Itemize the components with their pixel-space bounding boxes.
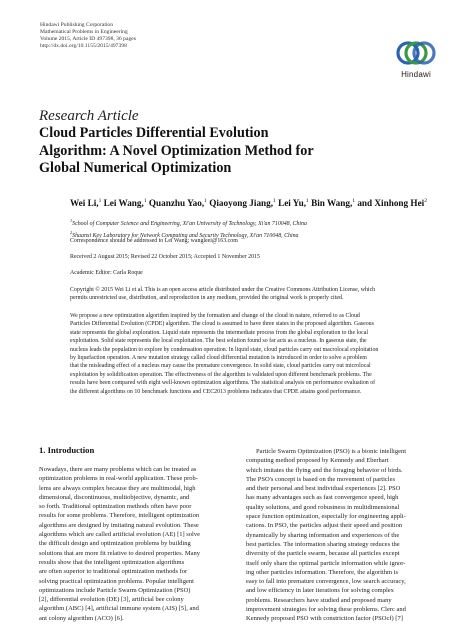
body-line: space function optimization, especially for engineering appli- (246, 513, 406, 521)
volume-line: Volume 2015, Article ID 497398, 36 pages (40, 36, 136, 42)
body-line: quality solutions, and good robustness in multidimensional (246, 503, 400, 511)
author-name: and Xinhong Hei (357, 198, 425, 209)
body-line: the difficult design and optimization problems by building (39, 540, 191, 548)
copyright-line: Copyright © 2015 Wei Li et al. This is an open access article distributed under the Creative Commons Attribution License, which (70, 287, 376, 293)
body-line: [2], differential evolution (DE) [3], artificial bee colony (39, 596, 184, 604)
author-name: Wei Li, (70, 198, 99, 209)
body-line: so forth. Traditional optimization methods often have poor (39, 503, 192, 511)
author-name: Lei Wang, (103, 198, 144, 209)
article-type: Research Article (39, 108, 139, 124)
body-line: and their personal and best individual experiences [2]. PSO (246, 485, 401, 493)
body-line: cations. In PSO, the particles adjust their speed and position (246, 522, 403, 530)
abstract-line: exploitation by solidification operation. The effectiveness of the algorithm is validated upon different benchmark problems. The (70, 371, 372, 378)
body-line: dimensional, discontinuous, multiobjective, dynamic, and (39, 493, 190, 501)
body-line: improvement strategies for solving these problems. Clerc and (246, 606, 406, 614)
body-line: Kennedy proposed PSO with constriction factor (PSOcf) [7] (246, 615, 403, 623)
body-line: best particles. The information sharing strategy reduces the (246, 540, 400, 548)
left-column-text (39, 465, 235, 623)
body-line: and low efficiency in later iterations for solving complex (246, 587, 394, 595)
body-line: results for some problems. Therefore, intelligent optimization (39, 512, 200, 520)
received-dates: Received 2 August 2015; Revised 22 October 2015; Accepted 1 November 2015 (70, 254, 260, 260)
journal-line: Mathematical Problems in Engineering (40, 29, 128, 35)
author-list (70, 198, 427, 208)
paper-title (39, 125, 369, 178)
body-line: itself only share the optimal particle information while ignor- (246, 559, 406, 567)
abstract-line: state represents the global exploration. Liquid state represents the intermediate process from the global exploration to the local (70, 329, 369, 336)
affil-text: School of Computer Science and Engineering, Xi'an University of Technology, Xi'an 710048, China (72, 220, 307, 227)
author-affil-mark: 2 (424, 198, 427, 204)
abstract-line: that the misleading effect of a nucleus may cause the premature convergence. In solid state, cloud particles carry out microlocal (70, 363, 371, 370)
author-name: Lei Yu, (278, 198, 307, 209)
publication-info (40, 22, 300, 50)
doi-link[interactable]: http://dx.doi.org/10.1155/2015/497398 (40, 43, 127, 49)
abstract (70, 312, 442, 396)
author-name: Bin Wang, (311, 198, 353, 209)
publisher-line: Hindawi Publishing Corporation (40, 22, 114, 28)
abstract-line: the different algorithms on 10 benchmark functions and CEC2013 problems indicates that CPDE attains good performance. (70, 388, 362, 395)
academic-editor: Academic Editor: Carla Roque (70, 270, 143, 276)
logo-wordmark: Hindawi (401, 70, 431, 79)
affil-text: Shaanxi Key Laboratory for Network Computing and Security Technology, Xi'an 710048, China (72, 232, 299, 239)
body-line: solving practical optimization problems. Popular intelligent (39, 577, 194, 585)
body-line: Nowadays, there are many problems which can be treated as (39, 466, 197, 473)
section-heading: 1. Introduction (39, 445, 95, 455)
title-line: Cloud Particles Differential Evolution (39, 125, 269, 141)
body-line: Particle Swarm Optimization (PSO) is a bionic intelligent (256, 448, 407, 455)
body-line: algorithm (ABC) [4], artificial immune system (AIS) [5], and (39, 605, 199, 613)
body-line: which imitates the flying and the foraging behavior of birds. (246, 466, 403, 474)
abstract-line: exploitation. Solid state represents the local exploitation. The best solution found so far acts as a nucleus. In gaseous state, the (70, 338, 367, 345)
title-line: Algorithm: A Novel Optimization Method for (39, 142, 314, 159)
body-line: solutions that are more fit relative to desired properties. Many (39, 549, 201, 557)
copyright-line: permits unrestricted use, distribution, and reproduction in any medium, provided the original work is properly cited. (70, 295, 344, 302)
body-line: optimizations include Particle Swarm Optimization (PSO) (39, 586, 191, 594)
affil-mark: 2 (70, 229, 73, 235)
body-line: dynamically by sharing information and experiences of the (246, 531, 400, 539)
body-line: ing other particles information. Therefore, the algorithm is (246, 568, 399, 576)
affiliation-line (70, 217, 307, 229)
abstract-line: We propose a new optimization algorithm inspired by the formation and change of the cloud in nature, referred to as Cloud (70, 313, 360, 319)
author-affil-mark: 1 (98, 198, 102, 204)
body-line: has many advantages such as fast convergence speed, high (246, 494, 399, 502)
right-column-text (246, 447, 446, 624)
body-line: ant colony algorithm (ACO) [6]. (39, 614, 124, 622)
body-line: diversity of the particle swarm, because all particles except (246, 550, 400, 558)
abstract-line: by liquefaction operation. A new mutation strategy called cloud differential mutation is introduced in order to solve a problem (70, 355, 367, 362)
abstract-line: nucleus leads the population to explore by condensation operation. In liquid state, cloud particles carry out macrolocal exploitation (70, 346, 379, 353)
author-affil-mark: 1 (273, 198, 276, 204)
body-line: easy to fall into premature convergence, low search accuracy, (246, 578, 406, 586)
affiliations (70, 217, 307, 240)
correspondence: Correspondence should be addressed to Lei Wang; wangleei@163.com (70, 238, 238, 244)
author-affil-mark: 1 (204, 198, 207, 204)
body-line: algorithms are designed by imitating natural evolution. These (39, 521, 199, 529)
author-name: Qiaoyong Jiang, (209, 198, 274, 209)
body-line: The PSO's concept is based on the movement of particles (246, 475, 396, 483)
body-line: are often superior to traditional optimization methods for (39, 568, 188, 576)
abstract-line: results have been compared with eight well-known optimization algorithms. The statistical analysis on performance evaluation of (70, 380, 376, 387)
copyright-notice (70, 286, 442, 303)
author-affil-mark: 1 (143, 198, 147, 204)
author-affil-mark: 1 (352, 198, 356, 204)
body-line: lems are always complex because they are multimodal, high (39, 484, 196, 492)
abstract-line: Particles Differential Evolution (CPDE) algorithm. The cloud is assumed to have three states in the proposed algorithm. Gaseous (70, 321, 374, 328)
body-line: algorithms which are called artificial evolution (AE) [1] solve (39, 531, 200, 539)
author-name: Quanzhu Yao, (148, 198, 205, 209)
body-line: results show that the intelligent optimization algorithms (39, 558, 185, 566)
body-line: computing method proposed by Kennedy and Eberhart (246, 457, 389, 465)
author-affil-mark: 1 (306, 198, 309, 204)
title-line: Global Numerical Optimization (39, 160, 232, 176)
body-line: optimization problems in real-world application. These prob- (39, 475, 198, 483)
body-line: problems. Researchers have studied and proposed many (246, 596, 392, 604)
affil-mark: 1 (70, 218, 73, 223)
